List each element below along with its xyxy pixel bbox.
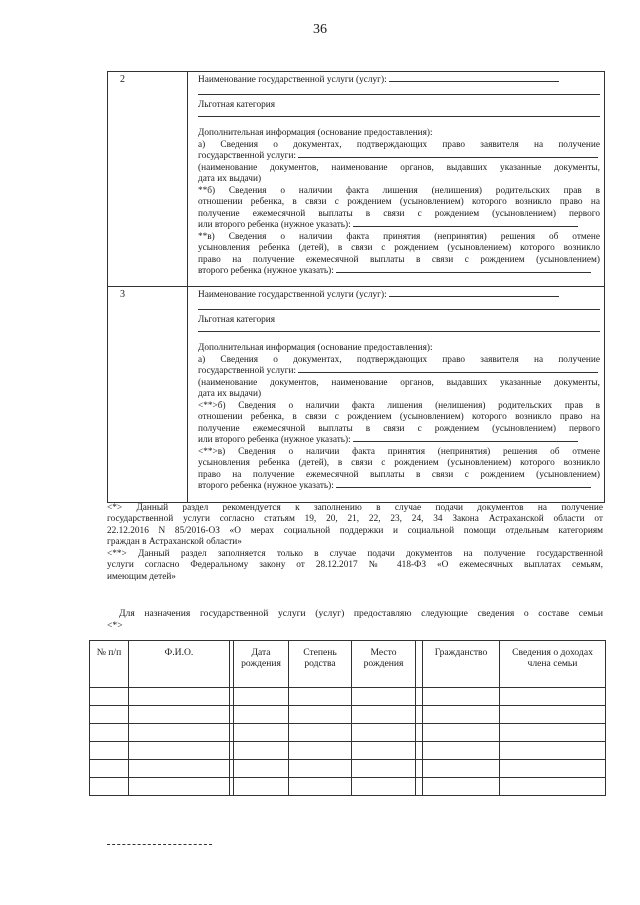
adoption-v-line2: усыновления ребенка (детей), в связи с рождением (усыновлением) которого возникло xyxy=(198,458,600,468)
doc-info-field[interactable] xyxy=(298,371,598,373)
table-row xyxy=(90,742,606,760)
table-cell[interactable] xyxy=(90,724,129,742)
family-table xyxy=(89,640,606,796)
footnote-2-line3: имеющим детей» xyxy=(107,571,176,582)
category-line[interactable] xyxy=(198,116,600,117)
table-cell[interactable] xyxy=(416,742,423,760)
family-table-header xyxy=(90,641,606,688)
table-row xyxy=(90,760,606,778)
table-cell[interactable] xyxy=(423,724,500,742)
section-2 xyxy=(107,71,605,287)
footnote-2 xyxy=(107,549,603,583)
adoption-v-line3: право на получение ежемесячной выплаты в связи с рождением (усыновлением) xyxy=(198,470,600,480)
table-cell[interactable] xyxy=(289,778,352,796)
service-name-line-2[interactable] xyxy=(198,309,600,310)
service-name-label: Наименование государственной услуги (услуг): xyxy=(198,75,387,85)
col-header-relationship: Степень родства xyxy=(289,641,352,688)
footnote-1-line1: <*> Данный раздел рекомендуется к заполнению в случае подачи документов на получение xyxy=(107,503,603,513)
table-cell[interactable] xyxy=(129,778,230,796)
deprivation-b-line1: <**>б) Сведения о наличии факта лишения (нелишения) родительских прав в xyxy=(198,401,600,411)
table-cell[interactable] xyxy=(352,706,416,724)
doc-info-a-line2: государственной услуги: xyxy=(198,151,600,162)
footnote-2-line1: <**> Данный раздел заполняется только в случае подачи документов на получение государственной xyxy=(107,549,603,559)
category-label: Льготная категория xyxy=(198,315,275,325)
deprivation-b-line3: получение ежемесячной выплаты в связи с рождением (усыновлением) первого xyxy=(198,424,600,434)
deprivation-b-line3: получение ежемесячной выплаты в связи с рождением (усыновлением) первого xyxy=(198,209,600,219)
service-name-field[interactable] xyxy=(389,80,559,82)
table-cell[interactable] xyxy=(90,760,129,778)
service-name-label: Наименование государственной услуги (услуг): xyxy=(198,290,387,300)
page-number: 36 xyxy=(313,22,327,37)
table-cell[interactable] xyxy=(416,706,423,724)
table-cell[interactable] xyxy=(352,724,416,742)
doc-info-field[interactable] xyxy=(298,156,598,158)
doc-info-a-line1: а) Сведения о документах, подтверждающих право заявителя на получение xyxy=(198,355,600,365)
service-name-row xyxy=(198,75,600,86)
adoption-field[interactable] xyxy=(336,486,591,488)
doc-info-a-line3: (наименование документов, наименование органов, выдавших указанные документы, xyxy=(198,378,600,388)
table-cell[interactable] xyxy=(416,688,423,706)
service-name-row xyxy=(198,290,600,301)
table-cell[interactable] xyxy=(352,742,416,760)
table-cell[interactable] xyxy=(289,742,352,760)
family-intro-line1: Для назначения государственной услуги (услуг) предоставляю следующие сведения о составе семьи xyxy=(119,608,603,619)
table-cell[interactable] xyxy=(500,760,606,778)
adoption-v-line4: второго ребенка (нужное указать): xyxy=(198,266,600,277)
col-header-birth-date: Дата рождения xyxy=(234,641,289,688)
table-cell[interactable] xyxy=(416,778,423,796)
table-cell[interactable] xyxy=(90,778,129,796)
service-name-field[interactable] xyxy=(389,295,559,297)
table-cell[interactable] xyxy=(234,724,289,742)
additional-info-label: Дополнительная информация (основание предоставления): xyxy=(198,343,433,353)
footnote-1-line4: граждан в Астраханской области» xyxy=(107,537,242,548)
footnote-1-line2: государственной услуги согласно статьям 19, 20, 21, 22, 23, 24, 34 Закона Астраханской области от xyxy=(107,514,603,525)
table-cell[interactable] xyxy=(500,724,606,742)
table-cell[interactable] xyxy=(423,760,500,778)
table-cell[interactable] xyxy=(129,706,230,724)
table-cell[interactable] xyxy=(90,706,129,724)
table-row xyxy=(90,688,606,706)
col-header-spacer xyxy=(416,641,423,688)
deprivation-b-line1: **б) Сведения о наличии факта лишения (нелишения) родительских прав в xyxy=(198,186,600,196)
table-cell[interactable] xyxy=(129,688,230,706)
section-number-cell xyxy=(108,287,188,502)
col-header-citizenship: Гражданство xyxy=(423,641,500,688)
additional-info-label: Дополнительная информация (основание предоставления): xyxy=(198,128,433,138)
doc-info-a-line4: дата их выдачи) xyxy=(198,174,262,184)
adoption-v-line4: второго ребенка (нужное указать): xyxy=(198,481,600,492)
table-cell[interactable] xyxy=(423,742,500,760)
deprivation-b-line4: или второго ребенка (нужное указать): xyxy=(198,220,600,231)
signature-dash-line xyxy=(107,844,212,845)
deprivation-field[interactable] xyxy=(353,225,578,227)
table-cell[interactable] xyxy=(352,688,416,706)
table-cell[interactable] xyxy=(500,688,606,706)
doc-info-a-line1: а) Сведения о документах, подтверждающих право заявителя на получение xyxy=(198,140,600,150)
table-row xyxy=(90,778,606,796)
table-cell[interactable] xyxy=(500,742,606,760)
adoption-v-line2: усыновления ребенка (детей), в связи с рождением (усыновлением) которого возникло xyxy=(198,243,600,253)
family-intro-line2: <*> xyxy=(107,619,123,631)
footnote-2-line2: услуги согласно Федеральному закону от 28.12.2017 № 418-ФЗ «О ежемесячных выплатах семьям, xyxy=(107,560,603,571)
doc-info-a-line3: (наименование документов, наименование органов, выдавших указанные документы, xyxy=(198,163,600,173)
family-intro xyxy=(107,608,603,631)
table-cell[interactable] xyxy=(500,778,606,796)
adoption-v-line1: **в) Сведения о наличии факта принятия (непринятия) решения об отмене xyxy=(198,232,600,242)
table-row xyxy=(90,706,606,724)
doc-info-a-line4: дата их выдачи) xyxy=(198,389,262,399)
deprivation-b-line2: отношении ребенка, в связи с рождением (усыновлением) которого возникло право на xyxy=(198,412,600,422)
table-cell[interactable] xyxy=(352,778,416,796)
table-cell[interactable] xyxy=(352,760,416,778)
deprivation-b-line2: отношении ребенка, в связи с рождением (усыновлением) которого возникло право на xyxy=(198,197,600,207)
section-3 xyxy=(107,286,605,503)
table-row xyxy=(90,724,606,742)
table-cell[interactable] xyxy=(234,688,289,706)
adoption-v-line1: <**>в) Сведения о наличии факта принятия (непринятия) решения об отмене xyxy=(198,447,600,457)
table-cell[interactable] xyxy=(500,706,606,724)
deprivation-b-line4: или второго ребенка (нужное указать): xyxy=(198,435,600,446)
table-cell[interactable] xyxy=(234,706,289,724)
doc-info-a-line2: государственной услуги: xyxy=(198,366,600,377)
table-cell[interactable] xyxy=(289,688,352,706)
section-number: 3 xyxy=(120,289,125,300)
table-cell[interactable] xyxy=(416,760,423,778)
table-cell[interactable] xyxy=(423,688,500,706)
service-name-line-2[interactable] xyxy=(198,94,600,95)
col-header-number: № п/п xyxy=(90,641,129,688)
table-cell[interactable] xyxy=(129,724,230,742)
footnote-1-line3: 22.12.2016 N 85/2016-ОЗ «О мерах социальной поддержки и социальной помощи отдельным категориям xyxy=(107,525,603,536)
table-cell[interactable] xyxy=(423,706,500,724)
col-header-name: Ф.И.О. xyxy=(129,641,230,688)
section-number-cell xyxy=(108,72,188,287)
table-cell[interactable] xyxy=(234,778,289,796)
table-cell[interactable] xyxy=(289,760,352,778)
adoption-v-line3: право на получение ежемесячной выплаты в связи с рождением (усыновлением) xyxy=(198,255,600,265)
table-cell[interactable] xyxy=(289,724,352,742)
table-cell[interactable] xyxy=(423,778,500,796)
col-header-birth-place: Место рождения xyxy=(352,641,416,688)
table-cell[interactable] xyxy=(90,688,129,706)
category-line[interactable] xyxy=(198,331,600,332)
table-cell[interactable] xyxy=(289,706,352,724)
adoption-field[interactable] xyxy=(336,271,591,273)
deprivation-field[interactable] xyxy=(353,440,578,442)
table-cell[interactable] xyxy=(90,742,129,760)
col-header-income: Сведения о доходах члена семьи xyxy=(500,641,606,688)
table-cell[interactable] xyxy=(129,760,230,778)
table-cell[interactable] xyxy=(129,742,230,760)
category-label: Льготная категория xyxy=(198,100,275,110)
footnote-1 xyxy=(107,503,603,549)
table-cell[interactable] xyxy=(234,742,289,760)
section-number: 2 xyxy=(120,74,125,85)
table-cell[interactable] xyxy=(234,760,289,778)
table-cell[interactable] xyxy=(416,724,423,742)
